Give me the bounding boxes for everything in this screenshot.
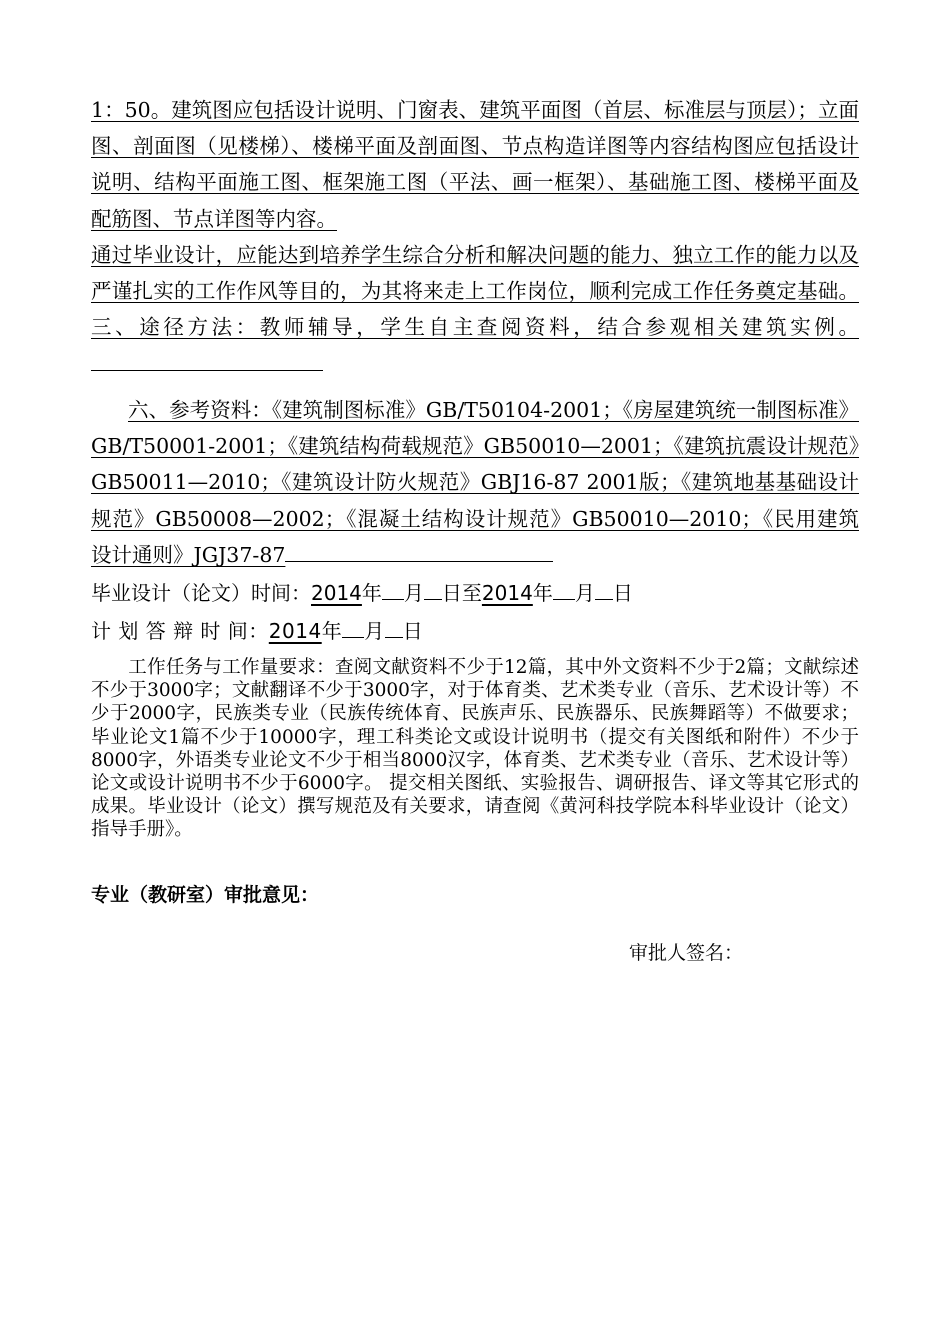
paragraph-1-text: 1：50。建筑图应包括设计说明、门窗表、建筑平面图（首层、标准层与顶层）；立面图、剖面图（见楼梯）、楼梯平面及剖面图、节点构造详图等内容结构图应包括设计说明、结构平面施工图、框架施工图（平法、画一框架）、基础施工图、楼梯平面及配筋图、节点详图等内容。 (91, 98, 859, 231)
paragraph-references (91, 392, 859, 573)
approval-opinion-label: 专业（教研室）审批意见： (91, 884, 320, 906)
defense-day-blank (385, 617, 403, 638)
design-time-line: 毕业设计（论文）时间：2014年 月 日至2014年 月 日 (91, 581, 633, 605)
defense-time-line: 计 划 答 辩 时 间：2014年 月 日 (91, 619, 424, 643)
signer-label: 审批人签名： (629, 942, 744, 964)
underline-filler (91, 369, 323, 371)
design-start-year: 2014 (311, 581, 362, 605)
start-day-blank (424, 579, 442, 600)
paragraph-drawing-requirements (91, 92, 859, 237)
requirements-heading: 工作任务与工作量要求： (128, 657, 335, 678)
work-requirements (91, 656, 859, 842)
underline-filler (285, 560, 553, 562)
defense-month-blank (342, 617, 364, 638)
design-time-label: 毕业设计（论文）时间： (91, 581, 311, 605)
paragraph-3-text: 六、参考资料：《建筑制图标准》GB/T50104-2001；《房屋建筑统一制图标准》GB/T50001-2001；《建筑结构荷载规范》GB50010—2001；《建筑抗震设计规范》GB50011—2010；《建筑设计防火规范》GBJ16-87 2001版；《建筑地基基础设计规范》GB50008—2002；《混凝土结构设计规范》GB50010—2010；《民用建筑设计通则》JGJ37-87 (91, 398, 859, 567)
requirements-body: 查阅文献资料不少于12篇，其中外文资料不少于2篇；文献综述不少于3000字；文献翻译不少于3000字，对于体育类、艺术类专业（音乐、艺术设计等）不少于2000字，民族类专业（民族传统体育、民族声乐、民族器乐、民族舞蹈等）不做要求；毕业论文1篇不少于10000字，理工科类论文或设计说明书（提交有关图纸和附件）不少于8000字，外语类专业论文不少于相当8000汉字，体育类、艺术类专业（音乐、艺术设计等）论文或设计说明书不少于6000字。 提交相关图纸、实验报告、调研报告、译文等其它形式的成果。毕业设计（论文）撰写规范及有关要求，请查阅《黄河科技学院本科毕业设计（论文）指导手册》。 (91, 657, 859, 841)
end-month-blank (553, 579, 575, 600)
start-month-blank (382, 579, 404, 600)
defense-year: 2014 (268, 619, 322, 643)
design-end-year: 2014 (481, 581, 533, 605)
end-day-blank (595, 579, 613, 600)
paragraph-design-goals (91, 237, 859, 382)
paragraph-2-text: 通过毕业设计，应能达到培养学生综合分析和解决问题的能力、独立工作的能力以及严谨扎实的工作作风等目的，为其将来走上工作岗位，顺利完成工作任务奠定基础。三、途径方法：教师辅导，学生自主查阅资料，结合参观相关建筑实例。 (91, 243, 859, 340)
defense-time-label: 计 划 答 辩 时 间： (91, 619, 269, 643)
